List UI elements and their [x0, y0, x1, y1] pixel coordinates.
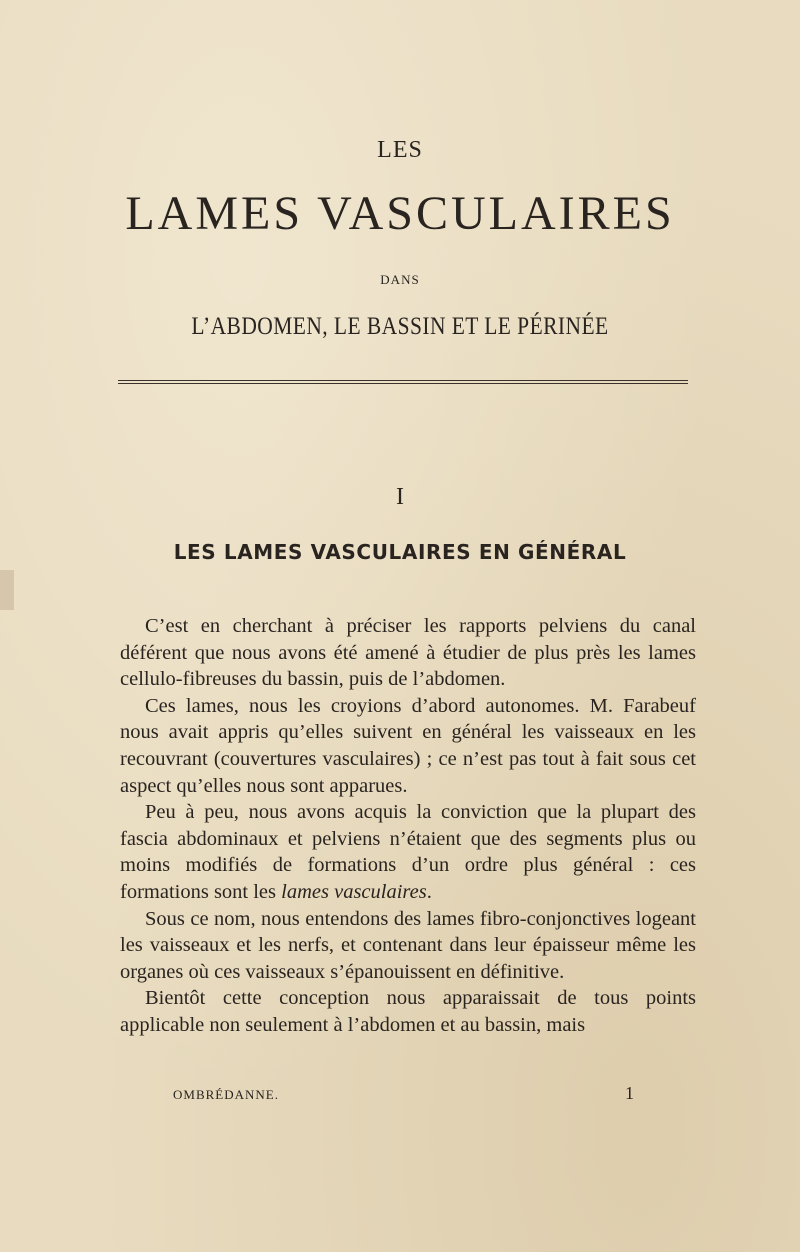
title-rule-thin — [118, 383, 688, 384]
paragraph-3-text-b: . — [426, 880, 432, 903]
paragraph-5: Bientôt cette conception nous apparaissait de tous points applicable non seulement à l’abdomen et au bassin, mais — [120, 987, 696, 1036]
paragraph-2: Ces lames, nous les croyions d’abord autonomes. M. Farabeuf nous avait appris qu’elles suivent en général les vaisseaux en les recouvrant (couvertures vasculaires) ; ce n’est pas tout à fait sous cet aspect qu’elles nous sont apparues. — [120, 694, 696, 797]
footer-author: OMBRÉDANNE. — [173, 1087, 279, 1102]
main-title: LAMES VASCULAIRES — [125, 187, 675, 240]
paragraph-3-text-a: Peu à peu, nous avons acquis la conviction que la plupart des fascia abdominaux et pelviens n’étaient que des segments plus ou moins modifiés de formations d’un ordre plus général : ces formations sont les — [120, 801, 696, 903]
paper-stain — [0, 570, 14, 610]
chapter-title: LES LAMES VASCULAIRES EN GÉNÉRAL — [173, 540, 627, 564]
page-number: 1 — [625, 1083, 634, 1103]
title-rule-thick — [118, 380, 688, 381]
paragraph-4: Sous ce nom, nous entendons des lames fibro-conjonctives logeant les vaisseaux et les nerfs, et contenant dans leur épaisseur même les organes où ces vaisseaux s’épanouissent en définitive. — [120, 907, 696, 983]
paragraph-3 — [120, 799, 696, 905]
paragraph-1: C’est en cherchant à préciser les rapports pelviens du canal déférent que nous avons été amené à étudier de plus près les lames cellulo-fibreuses du bassin, puis de l’abdomen. — [120, 615, 696, 691]
title-dans: DANS — [380, 272, 420, 287]
title-les: LES — [377, 137, 423, 163]
subtitle: L’ABDOMEN, LE BASSIN ET LE PÉRINÉE — [191, 313, 609, 340]
chapter-number: I — [396, 484, 404, 510]
body-text — [120, 613, 696, 1039]
paragraph-3-emphasis: lames vasculaires — [281, 880, 427, 903]
